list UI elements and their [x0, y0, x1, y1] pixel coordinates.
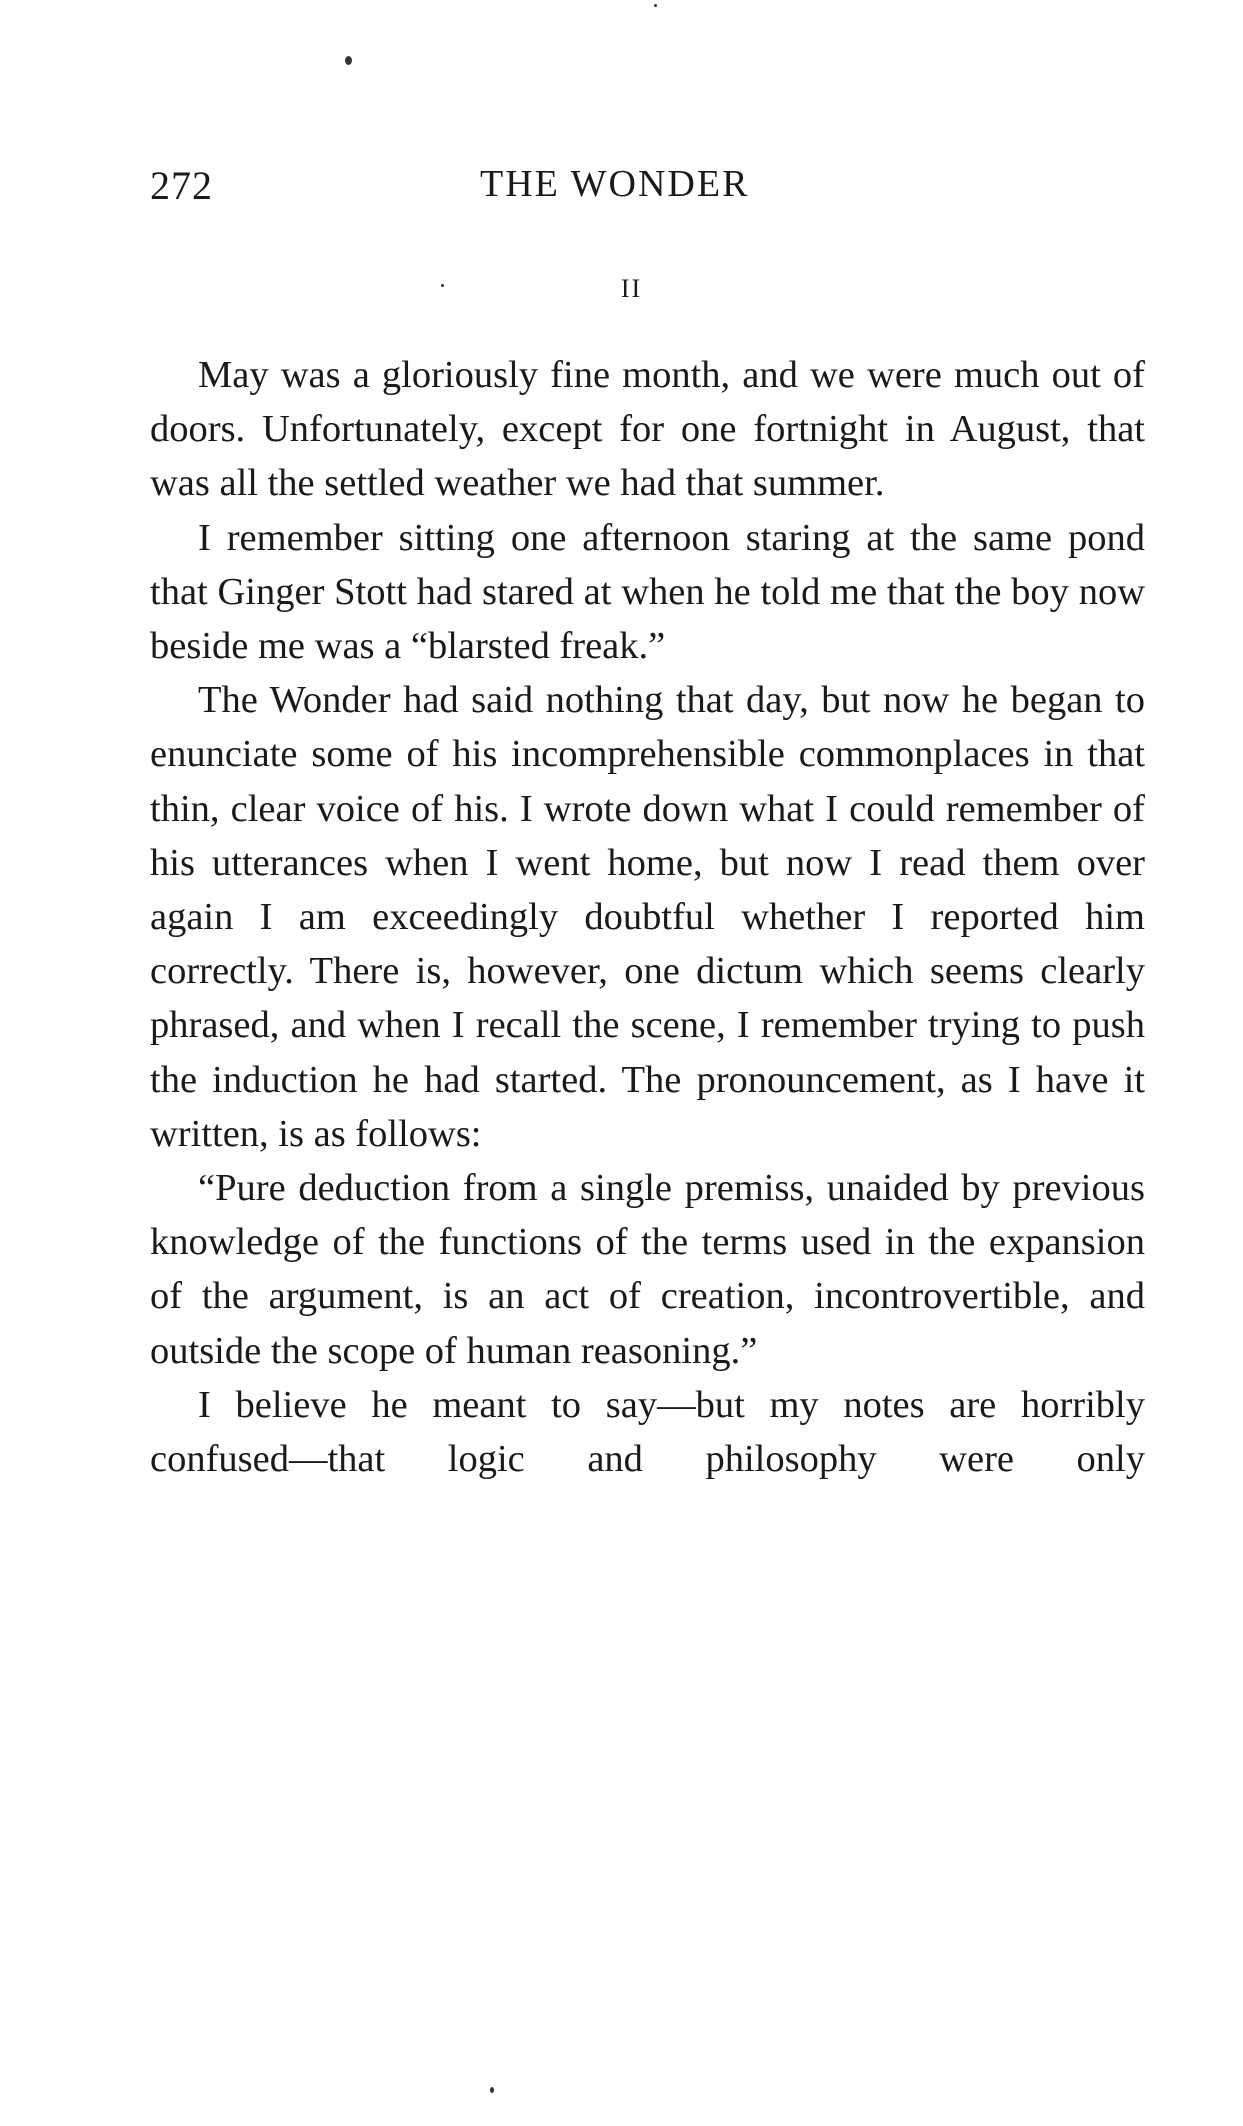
paragraph: May was a gloriously fine month, and we were much out of doors. Unfortunately, except for one fortnight in August, that was all the settled weather we had that summer.: [150, 354, 1145, 505]
section-number: II: [620, 274, 643, 303]
print-speck: [654, 4, 657, 7]
page-header: [150, 162, 1143, 212]
paragraph: I believe he meant to say—but my notes are horribly confused—that logic and philosophy were only: [150, 1383, 1145, 1481]
paragraph: The Wonder had said nothing that day, but now he began to enunciate some of his incomprehensible commonplaces in that thin, clear voice of his. I wrote down what I could remember of his utterances when I went home, but now I read them over again I am exceedingly doubtful whether I reported him correctly. There is, however, one dictum which seems clearly phrased, and when I recall the scene, I remember trying to push the induction he had started. The pronouncement, as I have it written, is as follows:: [150, 679, 1145, 1155]
running-title: THE WONDER: [480, 163, 750, 205]
body-text: [150, 348, 1145, 1486]
print-speck: [345, 56, 352, 65]
paragraph: I remember sitting one afternoon staring at the same pond that Ginger Stott had stared at when he told me that the boy now beside me was a “blarsted freak.”: [150, 516, 1145, 668]
page-number: 272: [150, 163, 213, 208]
section-heading: [0, 274, 1243, 304]
print-speck: [490, 2087, 494, 2093]
paragraph: “Pure deduction from a single premiss, unaided by previous knowledge of the functions of the terms used in the expansion of the argument, is an act of creation, incontrovertible, and outside the scope of human reasoning.”: [150, 1167, 1145, 1372]
